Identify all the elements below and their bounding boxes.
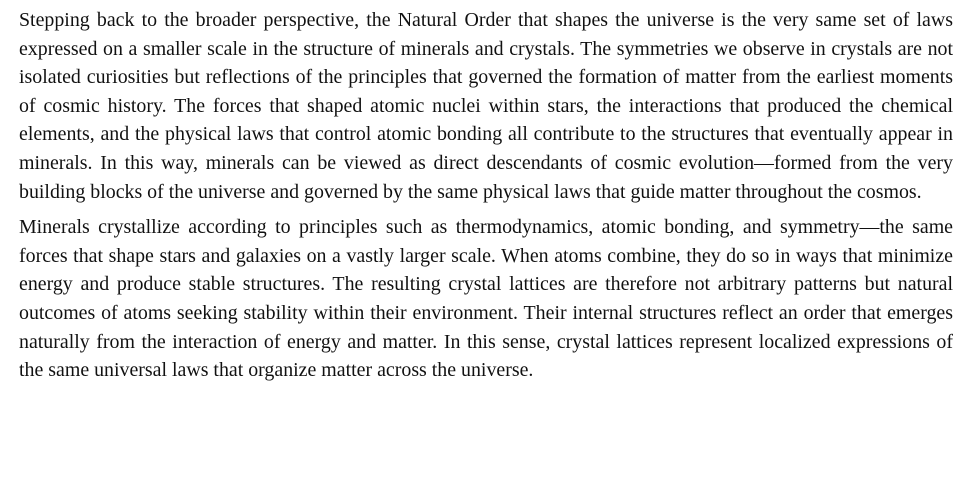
paragraph-natural-order: Stepping back to the broader perspective, the Natural Order that shapes the universe is the very same set of laws expressed on a smaller scale in the structure of minerals and crystals. The symmetries we observe in crystals are not isolated curiosities but reflections of the principles that governed the formation of matter from the earliest moments of cosmic history. The forces that shaped atomic nuclei within stars, the interactions that produced the chemical elements, and the physical laws that control atomic bonding all contribute to the structures that eventually appear in minerals. In this way, minerals can be viewed as direct descendants of cosmic evolution—formed from the very building blocks of the universe and governed by the same physical laws that guide matter throughout the cosmos. (19, 9, 953, 203)
paragraph-minerals-crystallize: Minerals crystallize according to principles such as thermodynamics, atomic bonding, and symmetry—the same forces that shape stars and galaxies on a vastly larger scale. When atoms combine, they do so in ways that minimize energy and produce stable structures. The resulting crystal lattices are therefore not arbitrary patterns but natural outcomes of atoms seeking stability within their environment. Their internal structures reflect an order that emerges naturally from the interaction of energy and matter. In this sense, crystal lattices represent localized expressions of the same universal laws that organize matter across the universe. (19, 216, 953, 382)
document-body (19, 6, 953, 385)
